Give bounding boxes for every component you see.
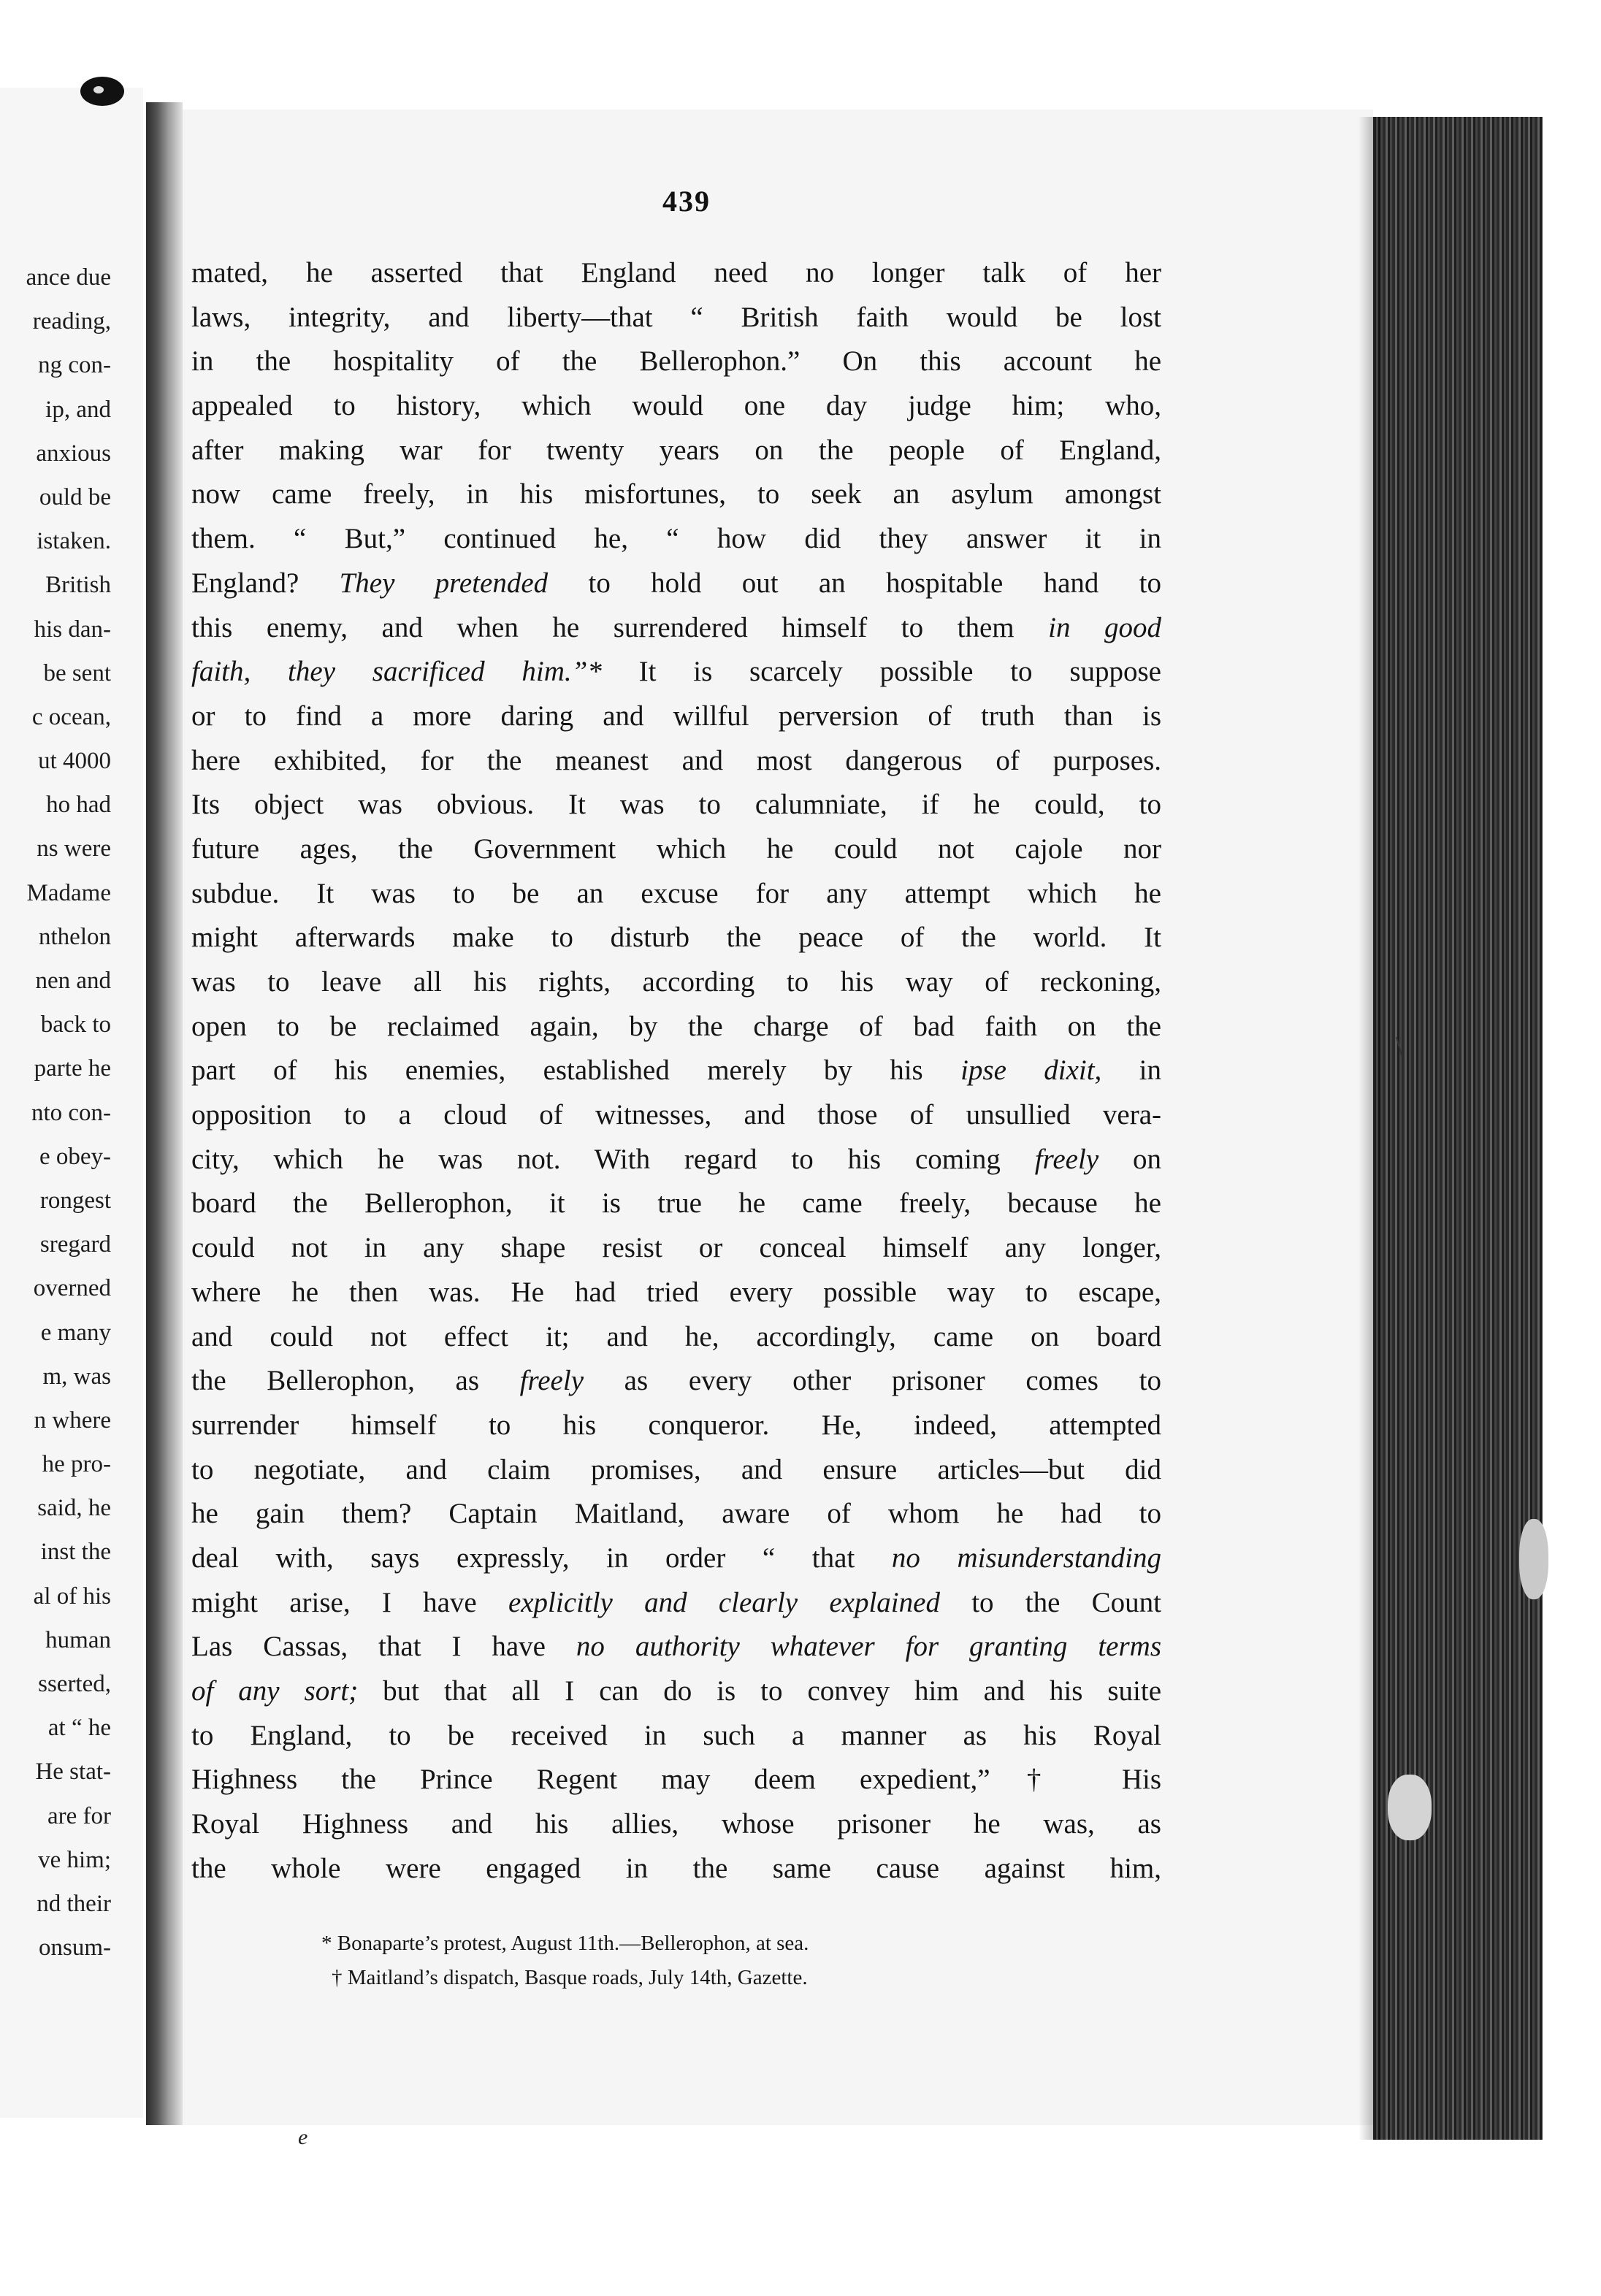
text-line (191, 1138, 1161, 1182)
text-line (191, 783, 1161, 827)
text-run: might afterwards make to disturb the peace of the world. It (191, 922, 1161, 954)
italic-run: freely (519, 1365, 584, 1397)
text-line (191, 739, 1161, 784)
facing-page-line: nthelon (39, 923, 111, 950)
text-run: city, which he was not. With regard to his coming (191, 1143, 1035, 1175)
text-run: England? (191, 567, 340, 599)
pencil-mark: / (1386, 1030, 1413, 1063)
facing-page-line: al of his (33, 1583, 111, 1610)
text-line (191, 1448, 1161, 1493)
text-line (191, 1669, 1161, 1714)
text-line (191, 872, 1161, 917)
text-line (191, 562, 1161, 606)
facing-page-line: istaken. (37, 528, 111, 555)
facing-page-line: nen and (35, 968, 111, 994)
italic-run: of any sort; (191, 1675, 359, 1707)
text-run: might arise, I have (191, 1586, 508, 1618)
text-run: open to be reclaimed again, by the charge of bad faith on the (191, 1010, 1161, 1042)
text-line (191, 1714, 1161, 1759)
italic-run: ipse dixit, (960, 1055, 1102, 1087)
text-line (191, 1625, 1161, 1669)
text-line (191, 251, 1161, 296)
facing-page-line: Madame (26, 879, 111, 906)
facing-page-line: m, was (42, 1363, 111, 1390)
edge-stain-lower (1388, 1775, 1432, 1840)
text-run: this enemy, and when he surrendered himself to them (191, 611, 1049, 643)
text-run: laws, integrity, and liberty—that “ British faith would be lost (191, 301, 1161, 333)
facing-page-line: ns were (37, 835, 111, 862)
text-line (191, 916, 1161, 960)
facing-page-line: e obey- (39, 1143, 111, 1170)
facing-page-left (0, 88, 146, 2118)
text-line (191, 384, 1161, 429)
text-run: Royal Highness and his allies, whose prisoner he was, as (191, 1808, 1161, 1840)
text-run: future ages, the Government which he could not cajole nor (191, 833, 1161, 865)
text-run: board the Bellerophon, it is true he came freely, because he (191, 1187, 1161, 1220)
text-run: after making war for twenty years on the people of England, (191, 434, 1161, 466)
text-run: but that all I can do is to convey him and his suite (358, 1675, 1161, 1707)
footnotes (321, 1926, 809, 1995)
text-line (191, 1492, 1161, 1537)
text-run: now came freely, in his misfortunes, to seek an asylum amongst (191, 478, 1161, 510)
facing-page-line: human (45, 1626, 111, 1653)
bottom-stray-mark: e (298, 2125, 308, 2149)
text-run: Its object was obvious. It was to calumniate, if he could, to (191, 789, 1161, 821)
facing-page-line: ance due (26, 264, 111, 291)
text-line (191, 1847, 1161, 1891)
text-run: to negotiate, and claim promises, and ensure articles—but did (191, 1453, 1161, 1485)
text-run: was to leave all his rights, according to his way of reckoning, (191, 966, 1161, 998)
text-run: Las Cassas, that I have (191, 1631, 576, 1663)
page-number: 439 (662, 185, 711, 218)
text-run: part of his enemies, established merely by his (191, 1055, 961, 1087)
text-run: here exhibited, for the meanest and most dangerous of purposes. (191, 744, 1161, 776)
italic-run: explicitly and clearly explained (508, 1586, 940, 1618)
italic-run: in good (1048, 611, 1161, 643)
text-run: and could not effect it; and he, accordingly, came on board (191, 1320, 1161, 1352)
text-run: the Bellerophon, as (191, 1365, 520, 1397)
text-line (191, 1359, 1161, 1404)
text-run: could not in any shape resist or conceal himself any longer, (191, 1232, 1161, 1264)
text-run: where he then was. He had tried every possible way to escape, (191, 1276, 1161, 1308)
text-run: opposition to a cloud of witnesses, and those of unsullied vera- (191, 1099, 1161, 1131)
text-line (191, 694, 1161, 739)
text-line (191, 1581, 1161, 1626)
facing-page-line: sserted, (38, 1671, 111, 1697)
text-run: them. “ But,” continued he, “ how did they answer it in (191, 523, 1161, 555)
facing-page-line: at “ he (47, 1715, 111, 1742)
facing-page-line: e many (40, 1319, 111, 1346)
italic-run: no misunderstanding (891, 1542, 1161, 1574)
text-line (191, 827, 1161, 872)
italic-run: faith, they sacrificed him.”* (191, 656, 602, 688)
facing-page-line: back to (40, 1011, 111, 1038)
text-line (191, 1182, 1161, 1226)
italic-run: They pretended (339, 567, 549, 599)
facing-page-line: rongest (39, 1187, 111, 1214)
footnote: * Bonaparte’s protest, August 11th.—Bellerophon, at sea. (321, 1932, 809, 1955)
text-run: to the Count (939, 1586, 1161, 1618)
facing-page-line: are for (47, 1802, 111, 1829)
facing-page-line: he pro- (42, 1451, 111, 1478)
facing-page-line: anxious (36, 440, 111, 467)
text-line (191, 1537, 1161, 1581)
text-run: to hold out an hospitable hand to (548, 567, 1162, 599)
facing-page-line: parte he (34, 1055, 111, 1082)
text-run: the whole were engaged in the same cause against him, (191, 1852, 1161, 1884)
facing-page-line: ho had (46, 792, 111, 819)
text-line (191, 429, 1161, 473)
text-run: as every other prisoner comes to (584, 1365, 1161, 1397)
text-run: on (1098, 1143, 1161, 1175)
text-line (191, 606, 1161, 651)
italic-run: no authority whatever for granting terms (576, 1631, 1161, 1663)
facing-page-line: overned (33, 1275, 111, 1302)
facing-page-line: ip, and (45, 396, 111, 423)
text-run: Highness the Prince Regent may deem expedient,”† His (191, 1764, 1161, 1796)
text-run: mated, he asserted that England need no longer talk of her (191, 257, 1161, 288)
facing-page-line: onsum- (39, 1935, 111, 1962)
text-line (191, 1226, 1161, 1271)
footnote: † Maitland’s dispatch, Basque roads, July 14th, Gazette. (332, 1966, 808, 1989)
facing-page-line: said, he (37, 1495, 111, 1522)
text-run: deal with, says expressly, in order “ that (191, 1542, 892, 1574)
facing-page-line: British (45, 572, 111, 599)
text-line (191, 1802, 1161, 1847)
facing-page-line: reading, (32, 308, 111, 335)
facing-page-line: He stat- (35, 1759, 111, 1786)
facing-page-line: c ocean, (31, 703, 111, 730)
text-run: or to find a more daring and willful perversion of truth than is (191, 700, 1161, 732)
facing-page-line: n where (34, 1407, 111, 1434)
text-line (191, 1315, 1161, 1360)
italic-run: freely (1034, 1143, 1099, 1175)
edge-stain-upper (1519, 1519, 1548, 1599)
facing-page-line: ng con- (38, 352, 111, 379)
text-run: surrender himself to his conqueror. He, indeed, attempted (191, 1409, 1161, 1441)
ink-blot-highlight (93, 86, 104, 93)
facing-page-line: ve him; (38, 1846, 111, 1873)
facing-page-line: nd their (37, 1890, 111, 1917)
facing-page-line: sregard (39, 1231, 111, 1258)
page-edge-shadow (1359, 117, 1380, 2140)
text-line (191, 1404, 1161, 1448)
facing-page-text-fragments (26, 256, 111, 1970)
facing-page-line: nto con- (31, 1099, 111, 1126)
text-line (191, 1093, 1161, 1138)
body-text (191, 251, 1161, 1891)
text-line (191, 472, 1161, 517)
facing-page-line: be sent (43, 659, 111, 686)
facing-page-line: inst the (40, 1539, 111, 1566)
text-line (191, 340, 1161, 384)
text-line (191, 1049, 1161, 1093)
text-run: appealed to history, which would one day judge him; who, (191, 390, 1161, 422)
facing-page-line: his dan- (34, 616, 111, 643)
text-line (191, 1758, 1161, 1802)
text-line (191, 960, 1161, 1005)
text-line (191, 1005, 1161, 1049)
text-run: to England, to be received in such a manner as his Royal (191, 1719, 1161, 1751)
text-run: It is scarcely possible to suppose (601, 656, 1161, 688)
text-run: in the hospitality of the Bellerophon.” On this account he (191, 345, 1161, 378)
text-line (191, 1271, 1161, 1315)
facing-page-line: ould be (39, 483, 111, 510)
text-line (191, 296, 1161, 340)
book-gutter-shadow (146, 102, 183, 2125)
text-run: subdue. It was to be an excuse for any attempt which he (191, 877, 1161, 909)
text-line (191, 650, 1161, 694)
facing-page-line: ut 4000 (38, 748, 111, 775)
text-run: he gain them? Captain Maitland, aware of whom he had to (191, 1498, 1161, 1530)
text-line (191, 517, 1161, 562)
text-run: in (1101, 1055, 1161, 1087)
